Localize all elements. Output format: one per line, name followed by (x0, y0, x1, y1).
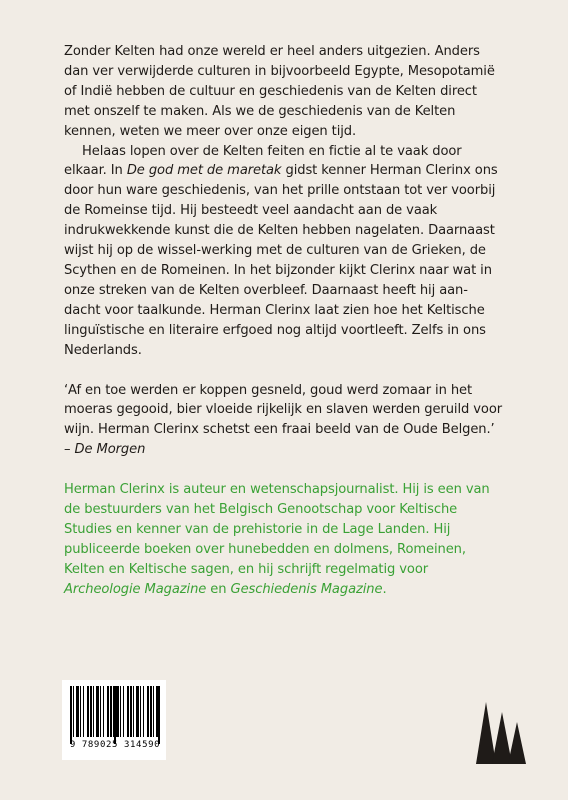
description-paragraph (64, 142, 504, 361)
quote-text: ‘Af en toe werden er koppen gesneld, goud werd zomaar in het moeras gegooid, bier vloeide rijkelijk en slaven werden geruild voor wijn. Herman Clerinx schetst een fraai beeld van de Oude Belgen.’ – (64, 382, 503, 458)
bio-part3: . (382, 581, 387, 597)
barcode-guard-center (114, 686, 116, 744)
book-title: De god met de maretak (126, 163, 282, 179)
bio-part2: en (206, 581, 231, 597)
description-part2: gidst kenner Herman Clerinx ons door hun ware geschiedenis, van het prille ontstaan tot ver voorbij de Romeinse tijd. Hij besteedt veel aandacht aan de vaak indrukwekkende kunst die de Kelten hebben nagelaten. Daarnaast wijst hij op de wissel-werking met de culturen van de Grieken, de Scythen en de Romeinen. In het bijzonder kijkt Clerinx naar wat in onze streken van de Kelten overbleef. Daarnaast heeft hij aan-dacht voor taalkunde. Herman Clerinx laat zien hoe het Keltische linguïstische en literaire erfgoed nog altijd voortleeft. Zelfs in ons Nederlands. (64, 163, 498, 358)
barcode-guard-right (158, 686, 160, 744)
back-cover-text (64, 42, 504, 600)
barcode-guard-left (70, 686, 72, 744)
quote-source: De Morgen (74, 442, 146, 458)
author-bio (64, 480, 504, 599)
author-name: Herman Clerinx (64, 482, 165, 498)
magazine-1: Archeologie Magazine (64, 581, 207, 597)
publisher-logo-icon (470, 698, 530, 768)
description-part1: Helaas lopen over de Kelten feiten en fictie al te vaak door elkaar. In (64, 143, 462, 179)
magazine-2: Geschiedenis Magazine (230, 581, 383, 597)
intro-paragraph: Zonder Kelten had onze wereld er heel anders uitgezien. Anders dan ver verwijderde culturen in bijvoorbeeld Egypte, Mesopotamië of Indië hebben de cultuur en geschiedenis van de Kelten direct met onszelf te maken. Als we de geschiedenis van de Kelten kennen, weten we meer over onze eigen tijd. (64, 44, 495, 139)
isbn-barcode (62, 680, 166, 760)
isbn-number: 9 789025 314590 (69, 740, 161, 750)
bio-part1: is auteur en wetenschapsjournalist. Hij is een van de bestuurders van het Belgisch Genootschap voor Keltische Studies en kenner van de prehistorie in de Lage Landen. Hij publiceerde boeken over hunebedden en dolmens, Romeinen, Kelten en Keltische sagen, en hij schrijft regelmatig voor (64, 482, 490, 577)
review-quote (64, 381, 504, 461)
